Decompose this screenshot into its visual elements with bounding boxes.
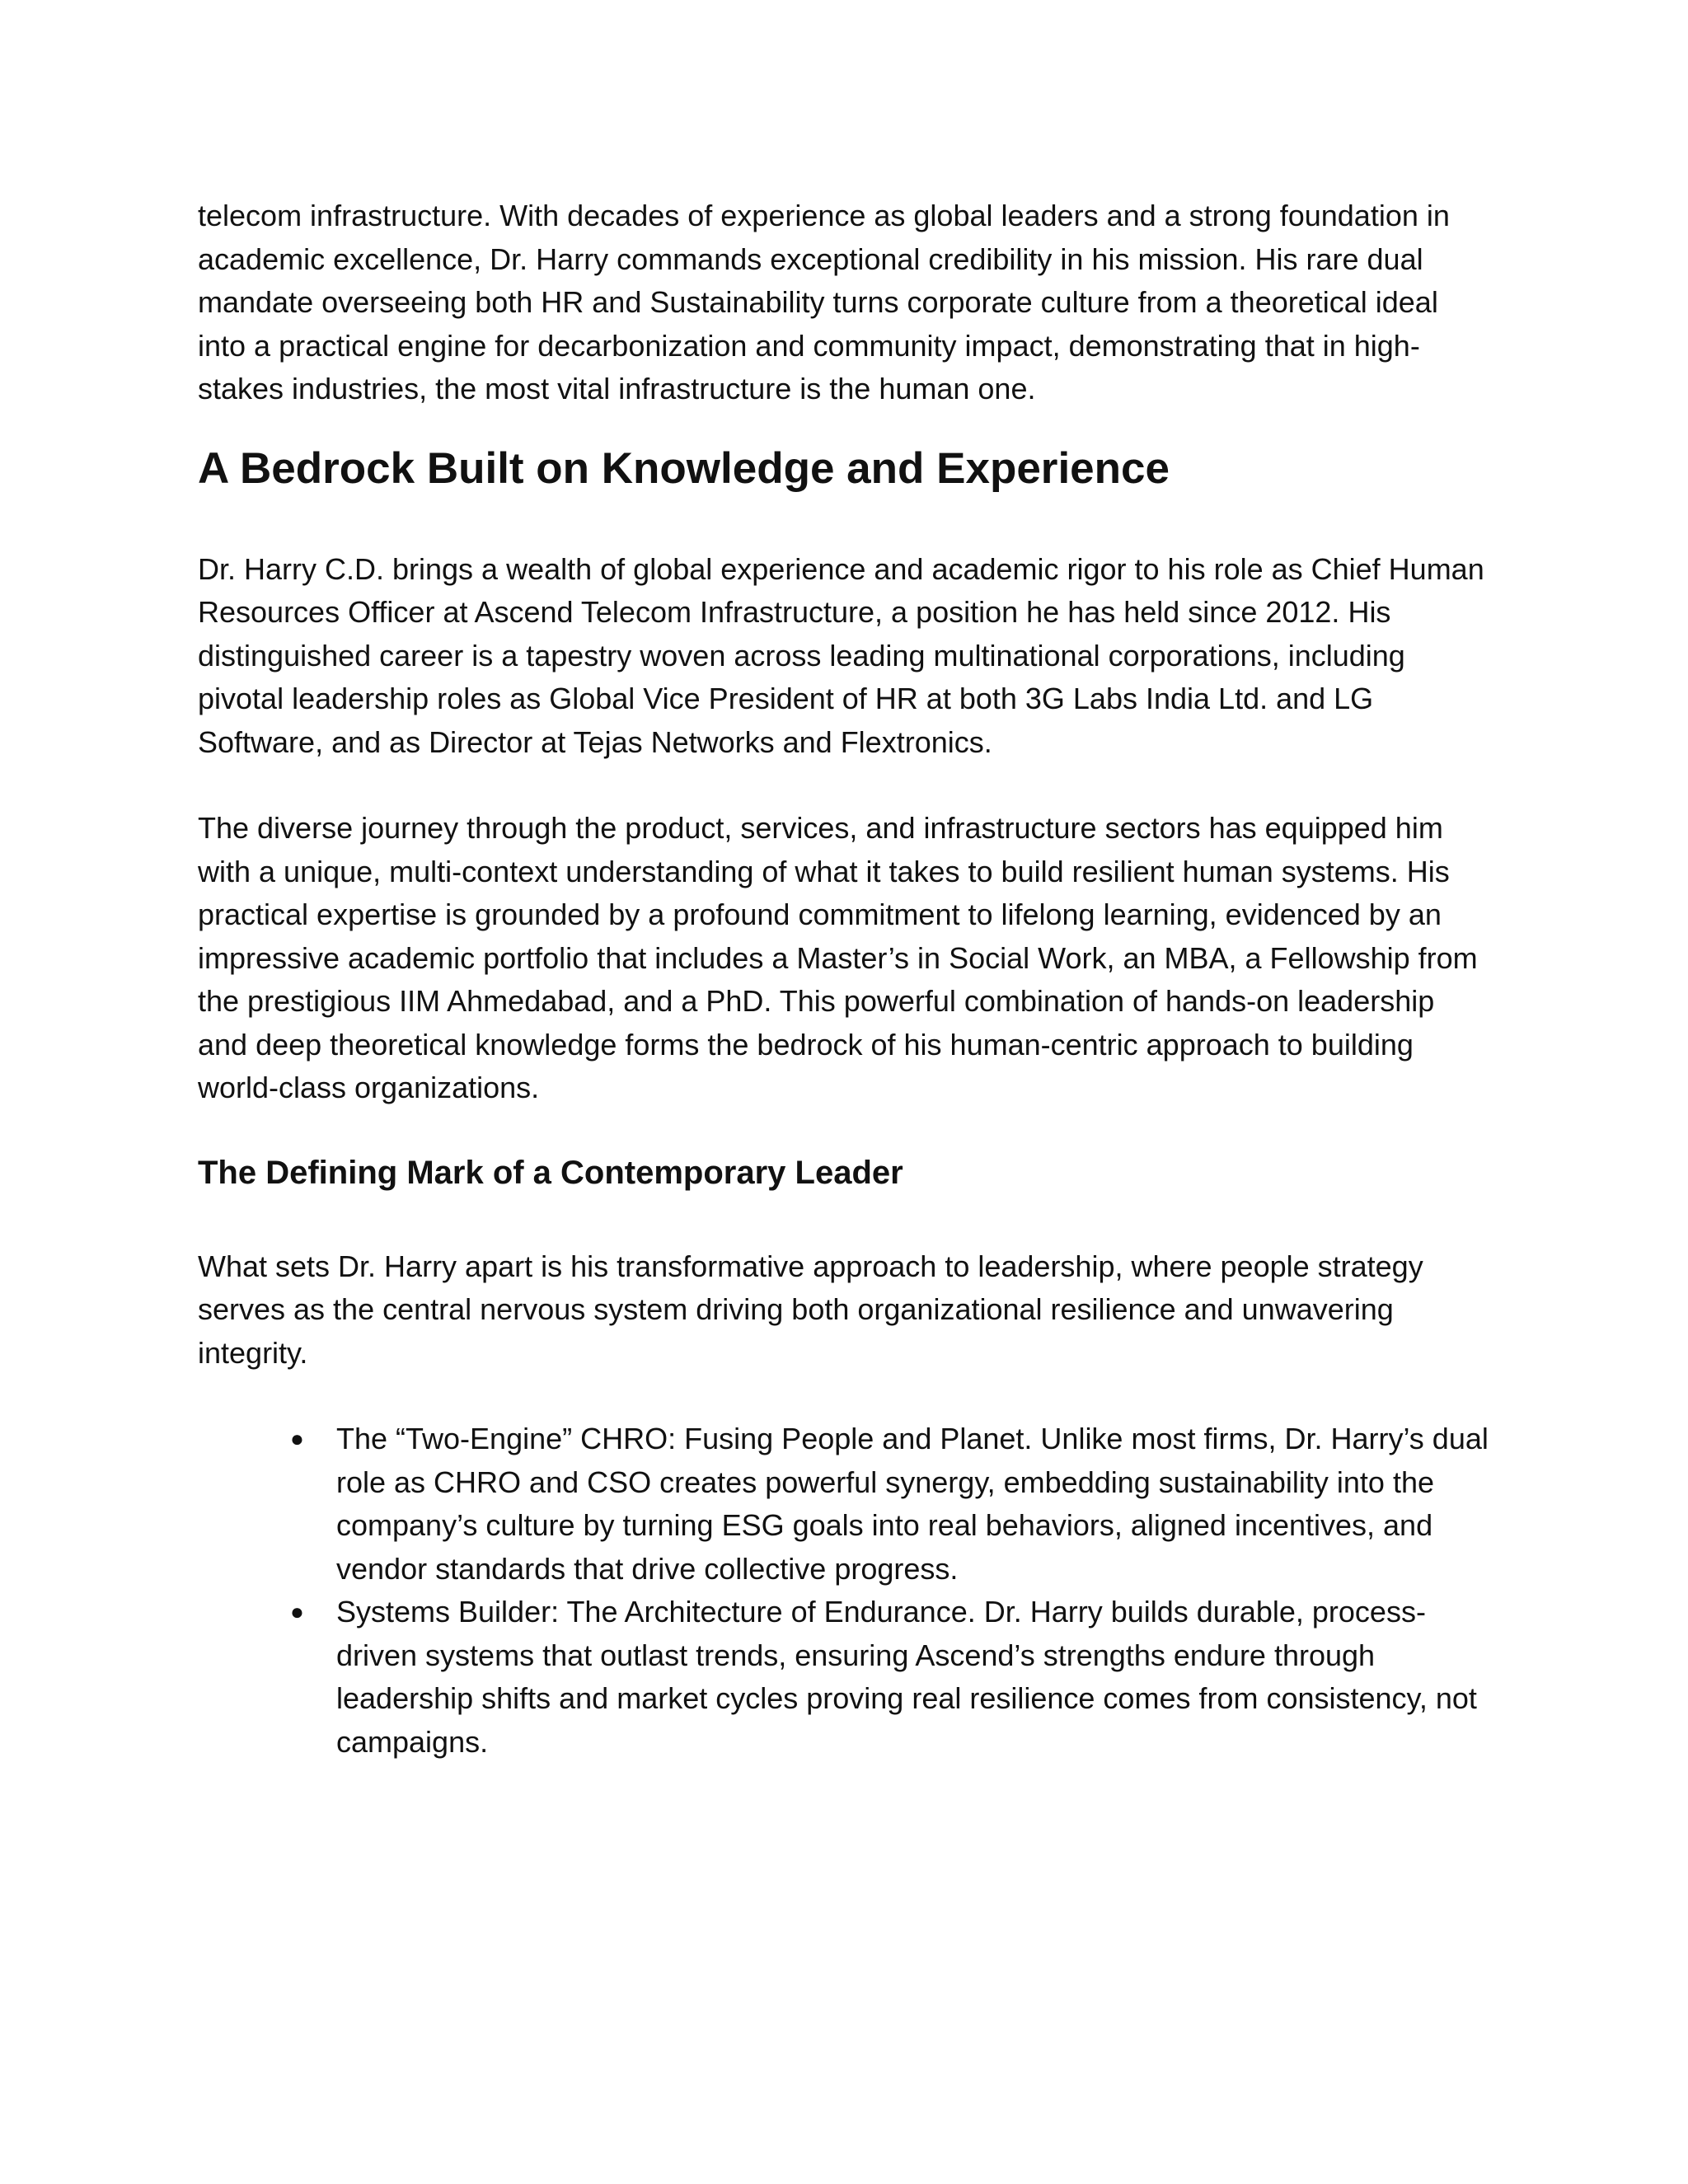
intro-paragraph: telecom infrastructure. With decades of experience as global leaders and a strong foundation in academic excellence, Dr. Harry commands exceptional credibility in his mission. His rare dual mandate overseeing both HR and Sustainability turns corporate culture from a theoretical ideal into a practical engine for decarbonization and community impact, demonstrating that in high-stakes industries, the most vital infrastructure is the human one. [198,199,1450,405]
leadership-bullet-list [198,1418,1490,1764]
section-heading-defining-mark: The Defining Mark of a Contemporary Leader [198,1154,903,1191]
bullet-item-systems-builder [290,1591,1490,1764]
bullet-text: Systems Builder: The Architecture of Endurance. Dr. Harry builds durable, process-driven systems that outlast trends, ensuring Ascend’s strengths endure through leadership shifts and market cycles proving real resilience comes from consistency, not campaigns. [336,1595,1477,1759]
section-heading-bedrock: A Bedrock Built on Knowledge and Experience [198,443,1170,493]
bullet-dot-icon: ● [290,1426,304,1451]
education-paragraph: The diverse journey through the product, services, and infrastructure sectors has equipped him with a unique, multi-context understanding of what it takes to build resilient human systems. His practical expertise is grounded by a profound commitment to lifelong learning, evidenced by an impressive academic portfolio that includes a Master’s in Social Work, an MBA, a Fellowship from the prestigious IIM Ahmedabad, and a PhD. This powerful combination of hands-on leadership and deep theoretical knowledge forms the bedrock of his human-centric approach to building world-class organizations. [198,811,1478,1104]
bullet-item-two-engine [290,1418,1490,1591]
bullet-text: The “Two-Engine” CHRO: Fusing People and Planet. Unlike most firms, Dr. Harry’s dual role as CHRO and CSO creates powerful synergy, embedding sustainability into the company’s culture by turning ESG goals into real behaviors, aligned incentives, and vendor standards that drive collective progress. [336,1422,1489,1586]
career-paragraph: Dr. Harry C.D. brings a wealth of global experience and academic rigor to his role as Chief Human Resources Officer at Ascend Telecom Infrastructure, a position he has held since 2012. His distinguished career is a tapestry woven across leading multinational corporations, including pivotal leadership roles as Global Vice President of HR at both 3G Labs India Ltd. and LG Software, and as Director at Tejas Networks and Flextronics. [198,551,1484,759]
leadership-paragraph: What sets Dr. Harry apart is his transformative approach to leadership, where people strategy serves as the central nervous system driving both organizational resilience and unwavering integrity. [198,1249,1423,1370]
document-page [198,194,1490,1764]
bullet-dot-icon: ● [290,1599,304,1624]
